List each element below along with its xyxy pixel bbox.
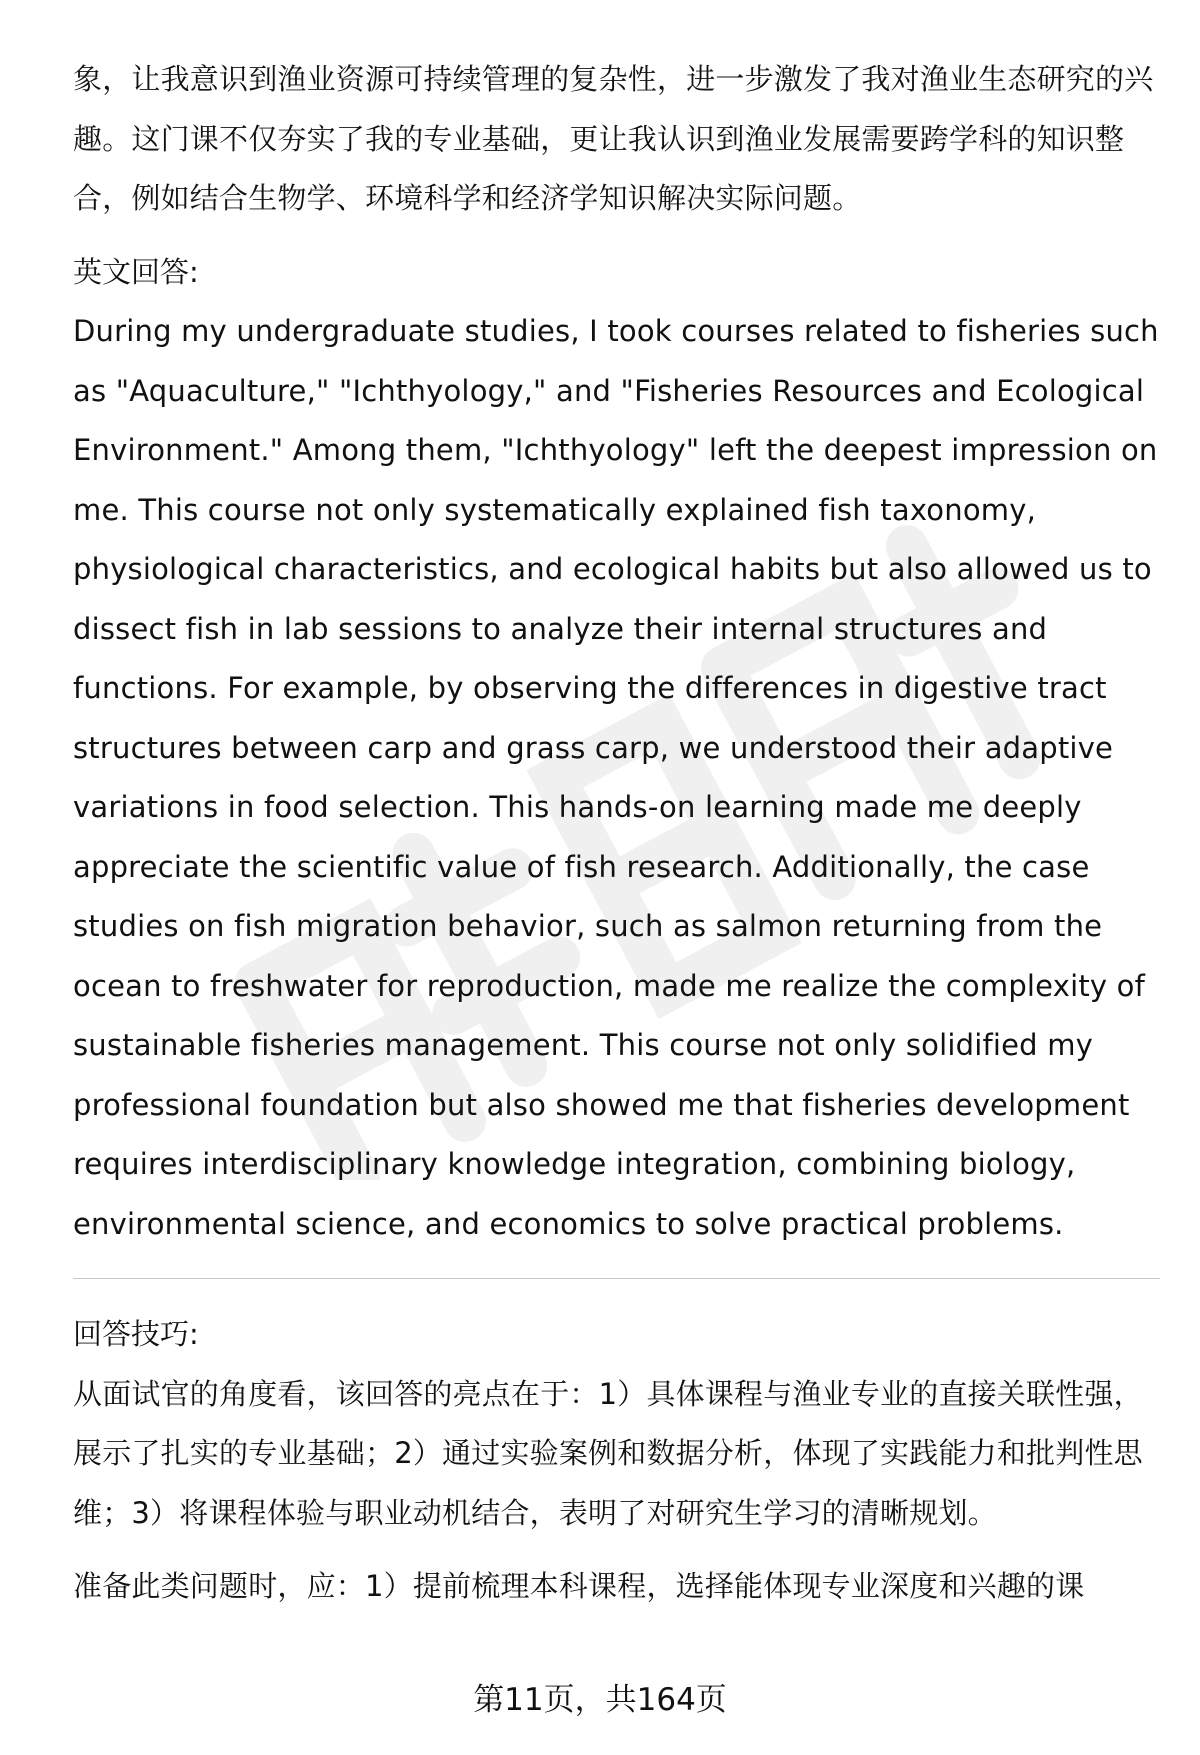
english-answer-paragraph: During my undergraduate studies, I took courses related to fisheries such as "Aquaculture," "Ichthyology," and "Fisheries Resources and Ecological Environment." Among them, "Ichthyology" left the deepest impression on me. This course not only systematically explained fish taxonomy, physiological characteristics, and ecological habits but also allowed us to dissect fish in lab sessions to analyze their internal structures and functions. For example, by observing the differences in digestive tract structures between carp and grass carp, we understood their adaptive variations in food selection. This hands-on learning made me deeply appreciate the scientific value of fish research. Additionally, the case studies on fish migration behavior, such as salmon returning from the ocean to freshwater for reproduction, made me realize the complexity of sustainable fisheries management. This course not only solidified my professional foundation but also showed me that fisheries development requires interdisciplinary knowledge integration, combining biology, environmental science, and economics to solve practical problems.: [73, 314, 1159, 1241]
english-answer-heading: 英文回答:: [73, 254, 199, 289]
tips-heading: 回答技巧:: [73, 1317, 199, 1351]
intro-paragraph: 象，让我意识到渔业资源可持续管理的复杂性，进一步激发了我对渔业生态研究的兴趣。这门课不仅夯实了我的专业基础，更让我认识到渔业发展需要跨学科的知识整合，例如结合生物学、环境科学和经济学知识解决实际问题。: [73, 62, 1154, 215]
page-content: [73, 50, 1160, 1617]
tips-paragraph-2: 准备此类问题时，应：1）提前梳理本科课程，选择能体现专业深度和兴趣的课: [73, 1569, 1085, 1603]
section-divider: [73, 1278, 1160, 1279]
tips-paragraph-1: 从面试官的角度看，该回答的亮点在于：1）具体课程与渔业专业的直接关联性强，展示了扎实的专业基础；2）通过实验案例和数据分析，体现了实践能力和批判性思维；3）将课程体验与职业动机结合，表明了对研究生学习的清晰规划。: [73, 1376, 1143, 1530]
page-number-footer: 第11页，共164页: [473, 1682, 727, 1718]
